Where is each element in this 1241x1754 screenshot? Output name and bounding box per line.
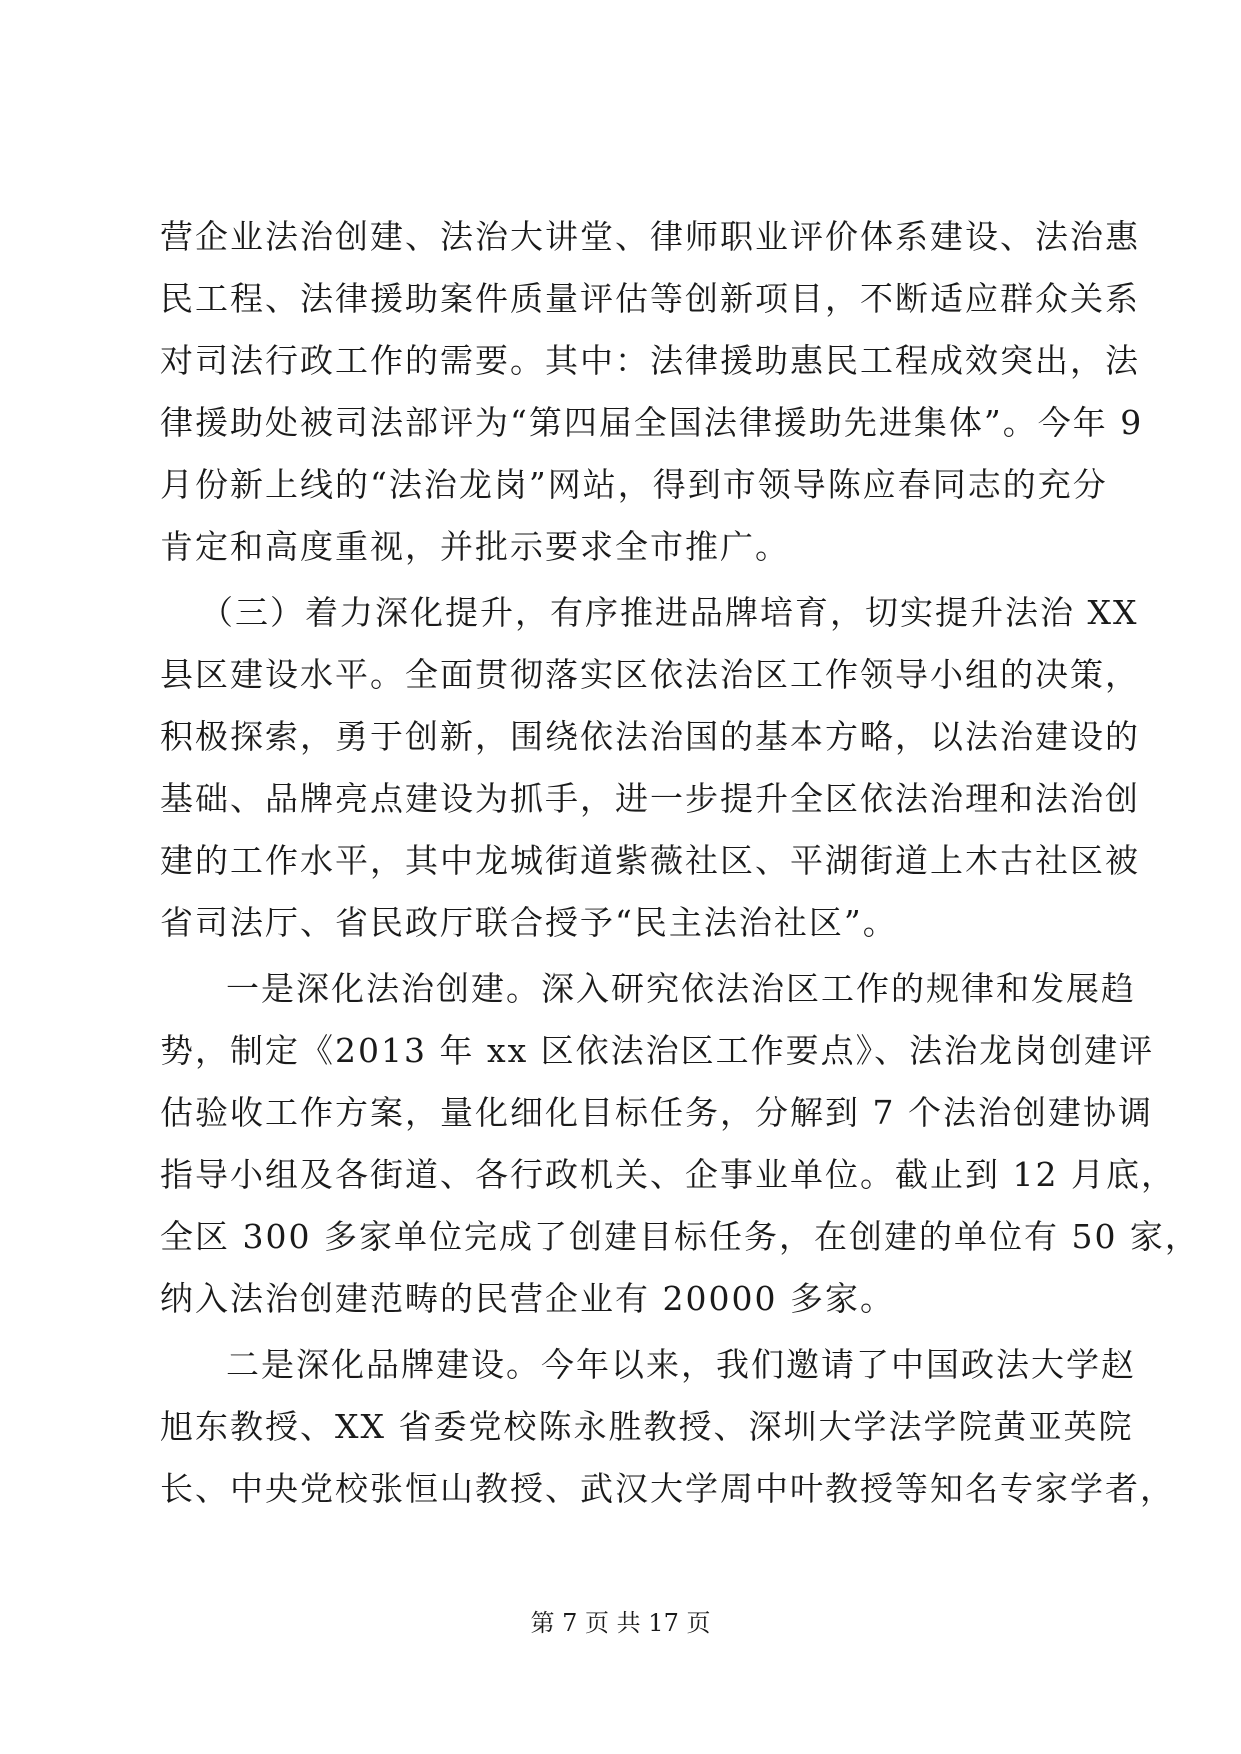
text-line: 律援助处被司法部评为“第四届全国法律援助先进集体”。今年 9 bbox=[160, 403, 1144, 442]
paragraph-3 bbox=[160, 958, 1200, 1330]
text-line: 全区 300 多家单位完成了创建目标任务，在创建的单位有 50 家， bbox=[160, 1217, 1200, 1256]
page-footer bbox=[0, 1608, 1241, 1638]
text-line: 指导小组及各街道、各行政机关、企事业单位。截止到 12 月底， bbox=[160, 1155, 1176, 1194]
text-line: 一是深化法治创建。深入研究依法治区工作的规律和发展趋 bbox=[226, 969, 1136, 1008]
text-line: 省司法厅、省民政厅联合授予“民主法治社区”。 bbox=[160, 903, 898, 942]
text-line: 旭东教授、XX 省委党校陈永胜教授、深圳大学法学院黄亚英院 bbox=[160, 1407, 1134, 1446]
text-line: 对司法行政工作的需要。其中：法律援助惠民工程成效突出，法 bbox=[160, 341, 1140, 380]
text-line: 营企业法治创建、法治大讲堂、律师职业评价体系建设、法治惠 bbox=[160, 217, 1140, 256]
text-line: 二是深化品牌建设。今年以来，我们邀请了中国政法大学赵 bbox=[226, 1345, 1136, 1384]
text-line: 势，制定《2013 年 xx 区依法治区工作要点》、法治龙岗创建评 bbox=[160, 1031, 1155, 1070]
text-line: 长、中央党校张恒山教授、武汉大学周中叶教授等知名专家学者， bbox=[160, 1469, 1175, 1508]
paragraph-2 bbox=[160, 582, 1140, 954]
text-line: 积极探索，勇于创新，围绕依法治国的基本方略，以法治建设的 bbox=[160, 717, 1140, 756]
page-number: 第 7 页 共 17 页 bbox=[530, 1609, 711, 1637]
text-line: 基础、品牌亮点建设为抓手，进一步提升全区依法治理和法治创 bbox=[160, 779, 1140, 818]
document-body bbox=[160, 206, 1200, 1520]
text-line: 估验收工作方案，量化细化目标任务，分解到 7 个法治创建协调 bbox=[160, 1093, 1153, 1132]
text-line: 肯定和高度重视，并批示要求全市推广。 bbox=[160, 527, 790, 566]
text-line: 县区建设水平。全面贯彻落实区依法治区工作领导小组的决策， bbox=[160, 655, 1140, 694]
text-line: （三）着力深化提升，有序推进品牌培育，切实提升法治 XX bbox=[200, 593, 1139, 632]
paragraph-4 bbox=[160, 1334, 1175, 1520]
paragraph-1 bbox=[160, 206, 1144, 578]
text-line: 纳入法治创建范畴的民营企业有 20000 多家。 bbox=[160, 1279, 895, 1318]
text-line: 月份新上线的“法治龙岗”网站，得到市领导陈应春同志的充分 bbox=[160, 465, 1108, 504]
text-line: 建的工作水平，其中龙城街道紫薇社区、平湖街道上木古社区被 bbox=[160, 841, 1140, 880]
text-line: 民工程、法律援助案件质量评估等创新项目，不断适应群众关系 bbox=[160, 279, 1140, 318]
